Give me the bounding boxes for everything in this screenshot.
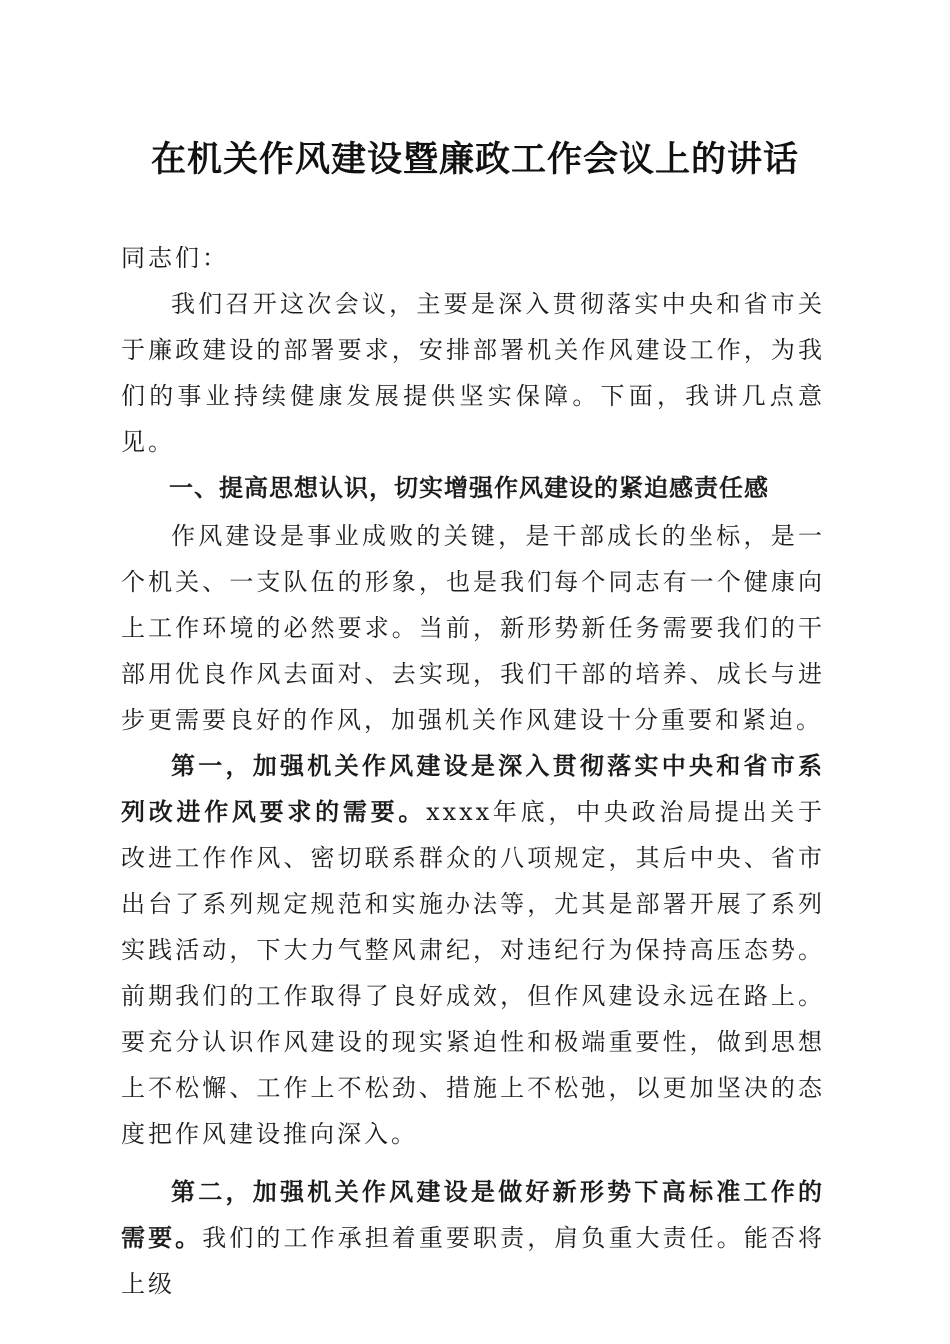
point-2-paragraph [121, 1169, 825, 1307]
point-1-body: xxxx年底，中央政治局提出关于改进工作作风、密切联系群众的八项规定，其后中央、省市出台了系列规定规范和实施办法等，尤其是部署开展了系列实践活动，下大力气整风肃纪，对违纪行为保持高压态势。前期我们的工作取得了良好成效，但作风建设永远在路上。要充分认识作风建设的现实紧迫性和极端重要性，做到思想上不松懈、工作上不松劲、措施上不松弛，以更加坚决的态度把作风建设推向深入。 [121, 798, 825, 1148]
point-1-lead: 第一，加强机关作风建设是深入贯彻落实中央和省市系列改进作风要求的需要。 [121, 751, 825, 826]
page-title: 在机关作风建设暨廉政工作会议上的讲话 [150, 139, 799, 180]
section-heading-1: 一、提高思想认识，切实增强作风建设的紧迫感责任感 [169, 474, 769, 502]
intro-paragraph: 我们召开这次会议，主要是深入贯彻落实中央和省市关于廉政建设的部署要求，安排部署机关作风建设工作，为我们的事业持续健康发展提供坚实保障。下面，我讲几点意见。 [121, 290, 825, 456]
point-1-paragraph [121, 743, 825, 1157]
salutation: 同志们： [121, 244, 229, 272]
section-1-paragraph: 作风建设是事业成败的关键，是干部成长的坐标，是一个机关、一支队伍的形象，也是我们每个同志有一个健康向上工作环境的必然要求。当前，新形势新任务需要我们的干部用优良作风去面对、去实现，我们干部的培养、成长与进步更需要良好的作风，加强机关作风建设十分重要和紧迫。 [121, 522, 825, 734]
speech-body [121, 235, 825, 1307]
point-2-lead: 第二，加强机关作风建设是做好新形势下高标准工作的需要。 [121, 1177, 825, 1252]
point-2-body: 我们的工作承担着重要职责，肩负重大责任。能否将上级 [121, 1224, 826, 1298]
